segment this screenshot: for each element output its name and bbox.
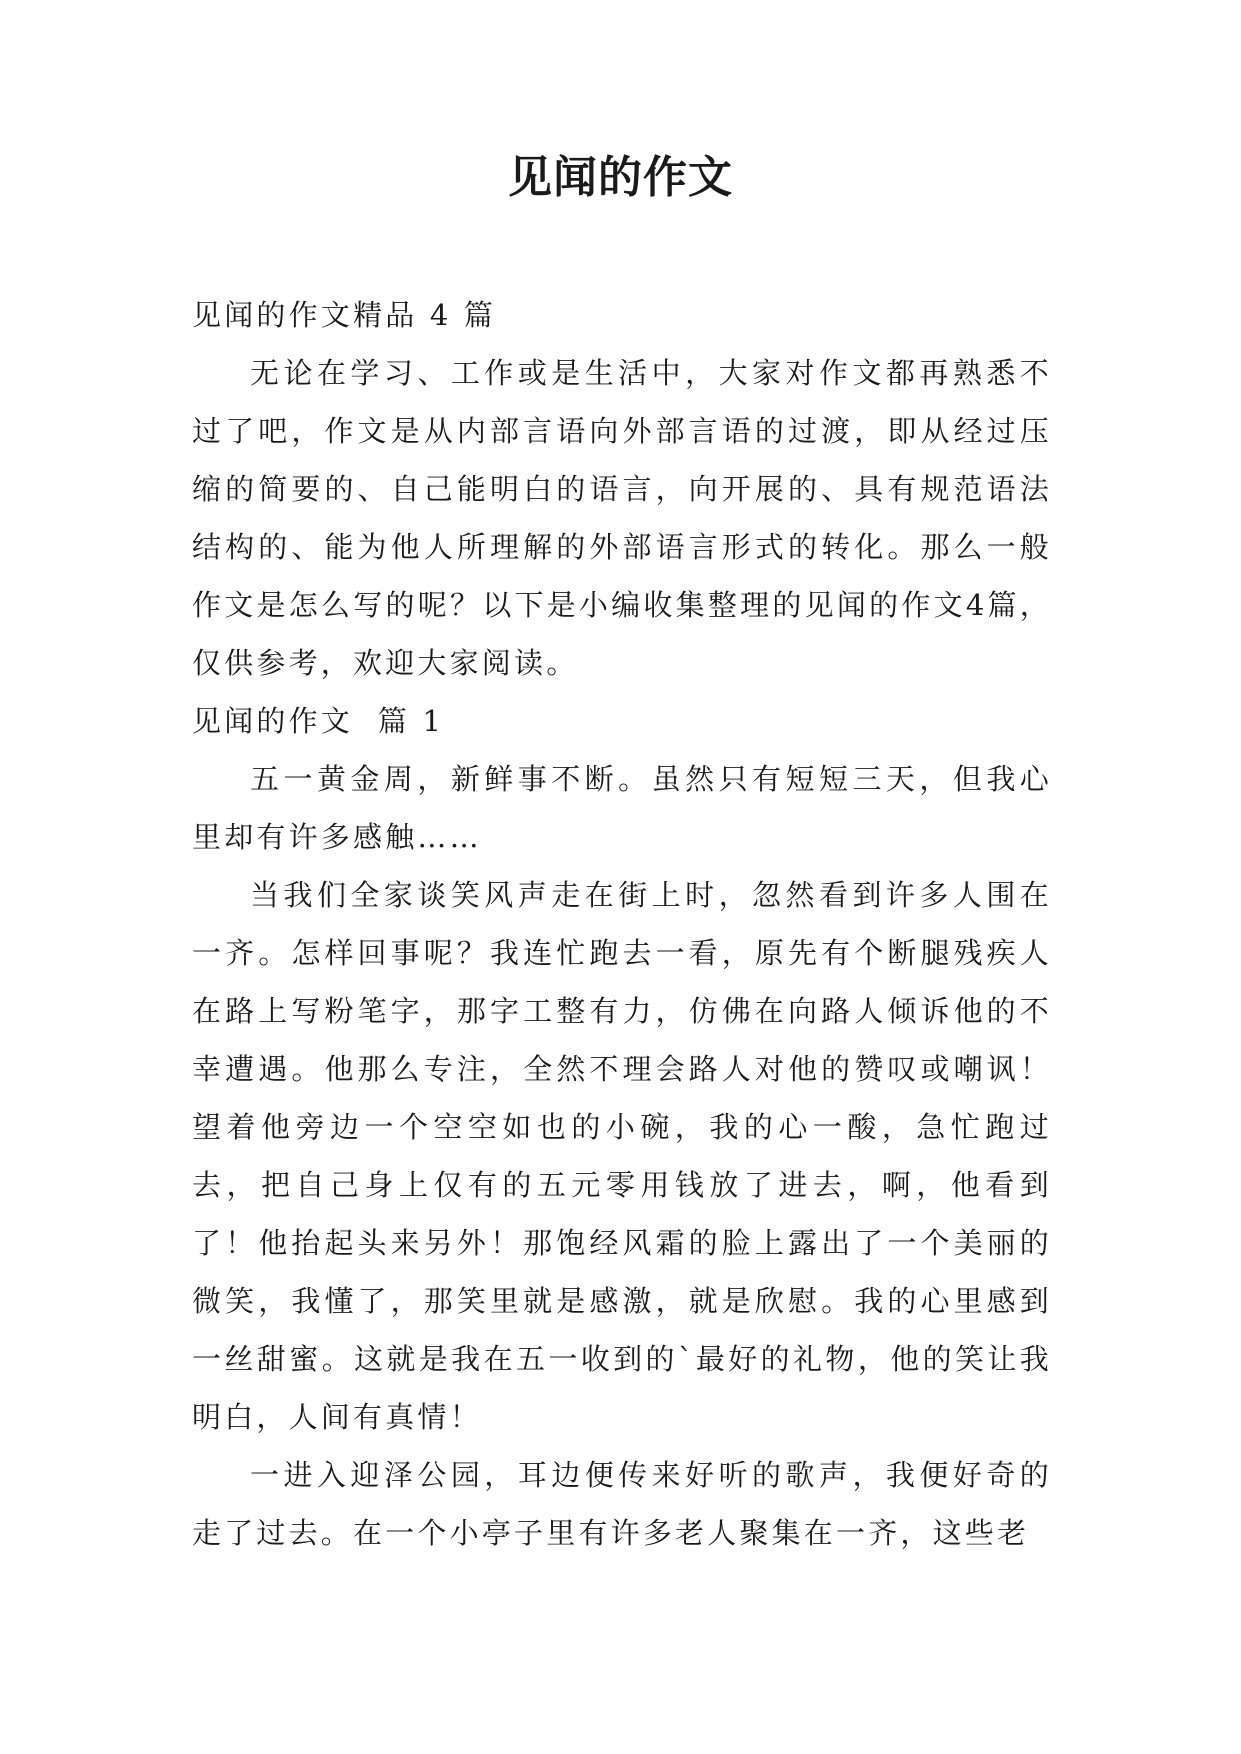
section-heading: 见闻的作文 篇 1: [192, 704, 445, 738]
intro-paragraph: 无论在学习、工作或是生活中，大家对作文都再熟悉不过了吧，作文是从内部言语向外部言语的过渡，即从经过压缩的简要的、自己能明白的语言，向开展的、具有规范语法结构的、能为他人所理解的外部语言形式的转化。那么一般作文是怎么写的呢？以下是小编收集整理的见闻的作文4篇，仅供参考，欢迎大家阅读。: [192, 356, 1052, 680]
document-body: [192, 286, 1052, 1562]
document-subtitle: 见闻的作文精品 4 篇: [192, 298, 497, 332]
body-paragraph: 五一黄金周，新鲜事不断。虽然只有短短三天，但我心里却有许多感触……: [192, 762, 1052, 854]
body-paragraph: 一进入迎泽公园，耳边便传来好听的歌声，我便好奇的走了过去。在一个小亭子里有许多老人聚集在一齐，这些老: [192, 1458, 1052, 1550]
document-title: 见闻的作文: [508, 152, 733, 203]
body-paragraph: 当我们全家谈笑风声走在街上时，忽然看到许多人围在一齐。怎样回事呢？我连忙跑去一看，原先有个断腿残疾人在路上写粉笔字，那字工整有力，仿佛在向路人倾诉他的不幸遭遇。他那么专注，全然不理会路人对他的赞叹或嘲讽！望着他旁边一个空空如也的小碗，我的心一酸，急忙跑过去，把自己身上仅有的五元零用钱放了进去，啊，他看到了！他抬起头来另外！那饱经风霜的脸上露出了一个美丽的微笑，我懂了，那笑里就是感激，就是欣慰。我的心里感到一丝甜蜜。这就是我在五一收到的`最好的礼物，他的笑让我明白，人间有真情！: [192, 878, 1052, 1434]
